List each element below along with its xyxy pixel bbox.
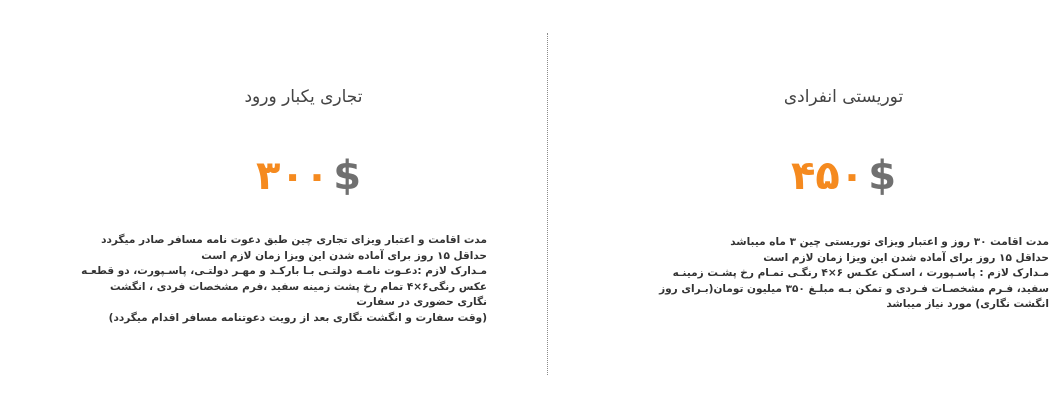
business-desc-line: حداقل ۱۵ روز برای آماده شدن این ویزا زمان لازم است: [201, 249, 487, 262]
tourist-plan-title: توریستی انفرادی: [783, 87, 904, 107]
business-desc-line: نگاری حضوری در سفارت: [356, 296, 487, 308]
dollar-icon: $: [333, 153, 362, 199]
business-desc-line: (وقت سفارت و انگشت نگاری بعد از رویت دعوتنامه مسافر اقدام میگردد): [108, 311, 487, 324]
tourist-desc-line: مدت اقامت ۳۰ روز و اعتبار ویزای توریستی چین ۳ ماه میباشد: [730, 236, 1049, 248]
business-desc-line: مـدارک لازم :دعـوت نامـه دولتـی بـا بارکـد و مهـر دولتـی، پاسـپورت، دو قطعـه: [81, 265, 487, 277]
tourist-desc-line: انگشت نگاری) مورد نیاز میباشد: [886, 298, 1049, 310]
business-plan-price: [0, 152, 547, 200]
column-divider: [547, 33, 548, 375]
business-price-amount: ۳۰۰: [255, 153, 330, 199]
tourist-plan-description: [639, 235, 1049, 313]
tourist-desc-line: سفید، فـرم مشخصـات فـردی و تمکن بـه مبلـغ ۳۵۰ میلیون تومان(بـرای روز: [659, 282, 1049, 295]
business-desc-line: عکس رنگی۶×۴ تمام رخ پشت زمینه سفید ،فرم مشخصات فردی ، انگشت: [110, 280, 487, 293]
tourist-desc-line: مـدارک لازم : پاسـپورت ، اسـکن عکـس ۶×۴ رنگـی تمـام رخ پشـت زمینـه: [672, 267, 1049, 279]
tourist-desc-line: حداقل ۱۵ روز برای آماده شدن این ویزا زمان لازم است: [763, 251, 1049, 264]
tourist-price-amount: ۴۵۰: [790, 153, 865, 199]
business-plan-title: تجاری یکبار ورود: [244, 87, 363, 107]
business-plan-description: [77, 233, 487, 326]
dollar-icon: $: [868, 153, 897, 199]
tourist-plan-card: [548, 0, 1059, 400]
business-desc-line: مدت اقامت و اعتبار ویزای تجاری چین طبق دعوت نامه مسافر صادر میگردد: [101, 234, 487, 246]
tourist-plan-price: [548, 152, 1059, 200]
